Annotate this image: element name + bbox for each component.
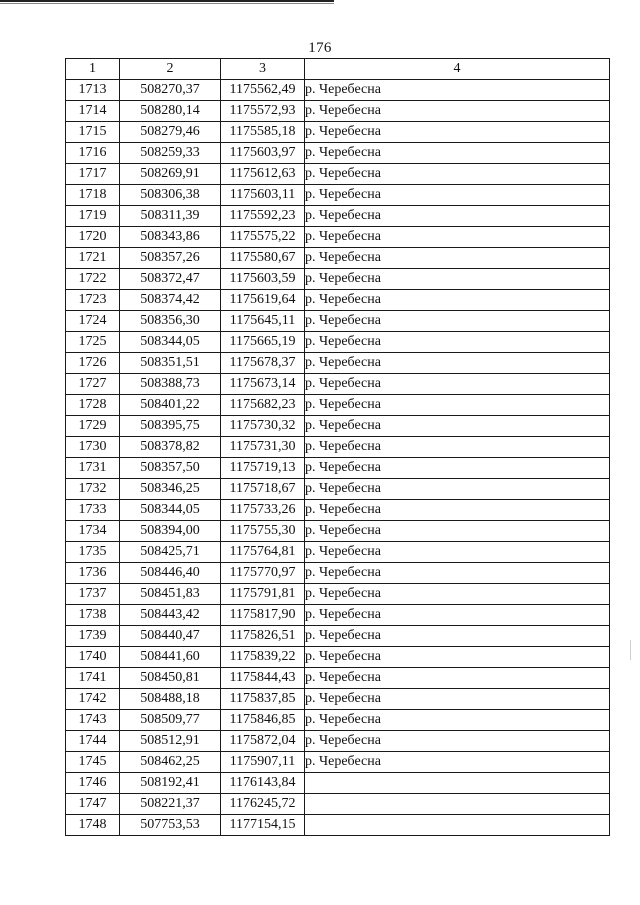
description-cell: р. Черебесна — [305, 584, 610, 605]
point-number-cell: 1746 — [66, 773, 120, 794]
point-number-cell: 1716 — [66, 143, 120, 164]
description-cell: р. Черебесна — [305, 647, 610, 668]
x-coordinate-cell: 508356,30 — [120, 311, 221, 332]
point-number-cell: 1747 — [66, 794, 120, 815]
point-number-cell: 1725 — [66, 332, 120, 353]
table-row — [66, 563, 610, 584]
point-number-cell: 1739 — [66, 626, 120, 647]
description-cell: р. Черебесна — [305, 752, 610, 773]
point-number-cell: 1737 — [66, 584, 120, 605]
y-coordinate-cell: 1175872,04 — [221, 731, 305, 752]
page-number: 176 — [308, 40, 332, 56]
point-number-cell: 1734 — [66, 521, 120, 542]
table-row — [66, 542, 610, 563]
y-coordinate-cell: 1177154,15 — [221, 815, 305, 836]
point-number-cell: 1730 — [66, 437, 120, 458]
y-coordinate-cell: 1175817,90 — [221, 605, 305, 626]
point-number-cell: 1741 — [66, 668, 120, 689]
y-coordinate-cell: 1176245,72 — [221, 794, 305, 815]
y-coordinate-cell: 1175645,11 — [221, 311, 305, 332]
x-coordinate-cell: 508395,75 — [120, 416, 221, 437]
header-col-3: 3 — [221, 59, 305, 80]
x-coordinate-cell: 508269,91 — [120, 164, 221, 185]
x-coordinate-cell: 508451,83 — [120, 584, 221, 605]
x-coordinate-cell: 508357,26 — [120, 248, 221, 269]
y-coordinate-cell: 1175673,14 — [221, 374, 305, 395]
point-number-cell: 1748 — [66, 815, 120, 836]
y-coordinate-cell: 1176143,84 — [221, 773, 305, 794]
description-cell: р. Черебесна — [305, 290, 610, 311]
description-cell: р. Черебесна — [305, 416, 610, 437]
y-coordinate-cell: 1175619,64 — [221, 290, 305, 311]
table-row — [66, 248, 610, 269]
description-cell: р. Черебесна — [305, 521, 610, 542]
description-cell: р. Черебесна — [305, 164, 610, 185]
y-coordinate-cell: 1175733,26 — [221, 500, 305, 521]
table-row — [66, 584, 610, 605]
point-number-cell: 1729 — [66, 416, 120, 437]
header-col-2: 2 — [120, 59, 221, 80]
point-number-cell: 1736 — [66, 563, 120, 584]
y-coordinate-cell: 1175665,19 — [221, 332, 305, 353]
x-coordinate-cell: 508378,82 — [120, 437, 221, 458]
table-row — [66, 521, 610, 542]
table-row — [66, 647, 610, 668]
description-cell — [305, 794, 610, 815]
x-coordinate-cell: 508462,25 — [120, 752, 221, 773]
description-cell: р. Черебесна — [305, 542, 610, 563]
table-row — [66, 227, 610, 248]
table-row — [66, 416, 610, 437]
table-body — [66, 80, 610, 836]
y-coordinate-cell: 1175764,81 — [221, 542, 305, 563]
x-coordinate-cell: 508221,37 — [120, 794, 221, 815]
table-row — [66, 353, 610, 374]
x-coordinate-cell: 508509,77 — [120, 710, 221, 731]
description-cell: р. Черебесна — [305, 206, 610, 227]
table-row — [66, 269, 610, 290]
description-cell: р. Черебесна — [305, 101, 610, 122]
point-number-cell: 1745 — [66, 752, 120, 773]
y-coordinate-cell: 1175839,22 — [221, 647, 305, 668]
point-number-cell: 1720 — [66, 227, 120, 248]
y-coordinate-cell: 1175719,13 — [221, 458, 305, 479]
y-coordinate-cell: 1175678,37 — [221, 353, 305, 374]
x-coordinate-cell: 508446,40 — [120, 563, 221, 584]
description-cell: р. Черебесна — [305, 248, 610, 269]
y-coordinate-cell: 1175718,67 — [221, 479, 305, 500]
y-coordinate-cell: 1175585,18 — [221, 122, 305, 143]
description-cell: р. Черебесна — [305, 689, 610, 710]
description-cell: р. Черебесна — [305, 605, 610, 626]
point-number-cell: 1721 — [66, 248, 120, 269]
scan-artifact — [630, 640, 631, 660]
x-coordinate-cell: 508344,05 — [120, 332, 221, 353]
description-cell: р. Черебесна — [305, 626, 610, 647]
y-coordinate-cell: 1175844,43 — [221, 668, 305, 689]
x-coordinate-cell: 508441,60 — [120, 647, 221, 668]
x-coordinate-cell: 508357,50 — [120, 458, 221, 479]
description-cell: р. Черебесна — [305, 668, 610, 689]
table-row — [66, 668, 610, 689]
x-coordinate-cell: 508512,91 — [120, 731, 221, 752]
table-row — [66, 311, 610, 332]
description-cell: р. Черебесна — [305, 395, 610, 416]
table-row — [66, 458, 610, 479]
point-number-cell: 1717 — [66, 164, 120, 185]
table-row — [66, 101, 610, 122]
y-coordinate-cell: 1175731,30 — [221, 437, 305, 458]
x-coordinate-cell: 508488,18 — [120, 689, 221, 710]
description-cell: р. Черебесна — [305, 80, 610, 101]
x-coordinate-cell: 508351,51 — [120, 353, 221, 374]
point-number-cell: 1738 — [66, 605, 120, 626]
y-coordinate-cell: 1175846,85 — [221, 710, 305, 731]
y-coordinate-cell: 1175755,30 — [221, 521, 305, 542]
x-coordinate-cell: 508192,41 — [120, 773, 221, 794]
point-number-cell: 1731 — [66, 458, 120, 479]
point-number-cell: 1727 — [66, 374, 120, 395]
point-number-cell: 1722 — [66, 269, 120, 290]
table-row — [66, 626, 610, 647]
x-coordinate-cell: 508388,73 — [120, 374, 221, 395]
y-coordinate-cell: 1175592,23 — [221, 206, 305, 227]
description-cell — [305, 815, 610, 836]
x-coordinate-cell: 508440,47 — [120, 626, 221, 647]
top-border-line — [0, 0, 334, 2]
point-number-cell: 1735 — [66, 542, 120, 563]
y-coordinate-cell: 1175603,59 — [221, 269, 305, 290]
table-row — [66, 206, 610, 227]
description-cell: р. Черебесна — [305, 479, 610, 500]
table-row — [66, 605, 610, 626]
header-row — [66, 59, 610, 80]
x-coordinate-cell: 508270,37 — [120, 80, 221, 101]
description-cell: р. Черебесна — [305, 227, 610, 248]
table-row — [66, 479, 610, 500]
table-row — [66, 773, 610, 794]
table-row — [66, 752, 610, 773]
y-coordinate-cell: 1175603,97 — [221, 143, 305, 164]
x-coordinate-cell: 508259,33 — [120, 143, 221, 164]
x-coordinate-cell: 508306,38 — [120, 185, 221, 206]
y-coordinate-cell: 1175837,85 — [221, 689, 305, 710]
description-cell: р. Черебесна — [305, 731, 610, 752]
x-coordinate-cell: 508311,39 — [120, 206, 221, 227]
x-coordinate-cell: 508450,81 — [120, 668, 221, 689]
description-cell: р. Черебесна — [305, 374, 610, 395]
point-number-cell: 1733 — [66, 500, 120, 521]
table-row — [66, 185, 610, 206]
point-number-cell: 1742 — [66, 689, 120, 710]
description-cell: р. Черебесна — [305, 458, 610, 479]
point-number-cell: 1713 — [66, 80, 120, 101]
x-coordinate-cell: 508344,05 — [120, 500, 221, 521]
table-row — [66, 395, 610, 416]
point-number-cell: 1718 — [66, 185, 120, 206]
header-col-4: 4 — [305, 59, 610, 80]
table-row — [66, 143, 610, 164]
point-number-cell: 1715 — [66, 122, 120, 143]
coordinates-table — [65, 58, 610, 836]
table-row — [66, 437, 610, 458]
description-cell: р. Черебесна — [305, 332, 610, 353]
y-coordinate-cell: 1175682,23 — [221, 395, 305, 416]
x-coordinate-cell: 508280,14 — [120, 101, 221, 122]
point-number-cell: 1740 — [66, 647, 120, 668]
description-cell — [305, 773, 610, 794]
y-coordinate-cell: 1175907,11 — [221, 752, 305, 773]
x-coordinate-cell: 508374,42 — [120, 290, 221, 311]
table-row — [66, 794, 610, 815]
y-coordinate-cell: 1175580,67 — [221, 248, 305, 269]
point-number-cell: 1732 — [66, 479, 120, 500]
description-cell: р. Черебесна — [305, 185, 610, 206]
y-coordinate-cell: 1175575,22 — [221, 227, 305, 248]
table-row — [66, 122, 610, 143]
point-number-cell: 1714 — [66, 101, 120, 122]
point-number-cell: 1743 — [66, 710, 120, 731]
table-row — [66, 710, 610, 731]
x-coordinate-cell: 508343,86 — [120, 227, 221, 248]
y-coordinate-cell: 1175603,11 — [221, 185, 305, 206]
table-row — [66, 689, 610, 710]
top-border-line-thin — [0, 3, 334, 4]
table-row — [66, 731, 610, 752]
description-cell: р. Черебесна — [305, 122, 610, 143]
description-cell: р. Черебесна — [305, 269, 610, 290]
x-coordinate-cell: 507753,53 — [120, 815, 221, 836]
point-number-cell: 1728 — [66, 395, 120, 416]
point-number-cell: 1719 — [66, 206, 120, 227]
description-cell: р. Черебесна — [305, 143, 610, 164]
y-coordinate-cell: 1175562,49 — [221, 80, 305, 101]
table-row — [66, 290, 610, 311]
point-number-cell: 1724 — [66, 311, 120, 332]
table-row — [66, 332, 610, 353]
x-coordinate-cell: 508346,25 — [120, 479, 221, 500]
point-number-cell: 1744 — [66, 731, 120, 752]
y-coordinate-cell: 1175791,81 — [221, 584, 305, 605]
y-coordinate-cell: 1175730,32 — [221, 416, 305, 437]
description-cell: р. Черебесна — [305, 710, 610, 731]
table-header — [66, 59, 610, 80]
table-row — [66, 374, 610, 395]
description-cell: р. Черебесна — [305, 353, 610, 374]
description-cell: р. Черебесна — [305, 437, 610, 458]
description-cell: р. Черебесна — [305, 311, 610, 332]
y-coordinate-cell: 1175826,51 — [221, 626, 305, 647]
point-number-cell: 1723 — [66, 290, 120, 311]
x-coordinate-cell: 508425,71 — [120, 542, 221, 563]
table-row — [66, 164, 610, 185]
y-coordinate-cell: 1175770,97 — [221, 563, 305, 584]
table-row — [66, 500, 610, 521]
description-cell: р. Черебесна — [305, 563, 610, 584]
point-number-cell: 1726 — [66, 353, 120, 374]
header-col-1: 1 — [66, 59, 120, 80]
table-row — [66, 80, 610, 101]
y-coordinate-cell: 1175612,63 — [221, 164, 305, 185]
x-coordinate-cell: 508394,00 — [120, 521, 221, 542]
x-coordinate-cell: 508443,42 — [120, 605, 221, 626]
y-coordinate-cell: 1175572,93 — [221, 101, 305, 122]
x-coordinate-cell: 508279,46 — [120, 122, 221, 143]
x-coordinate-cell: 508372,47 — [120, 269, 221, 290]
table-row — [66, 815, 610, 836]
x-coordinate-cell: 508401,22 — [120, 395, 221, 416]
description-cell: р. Черебесна — [305, 500, 610, 521]
